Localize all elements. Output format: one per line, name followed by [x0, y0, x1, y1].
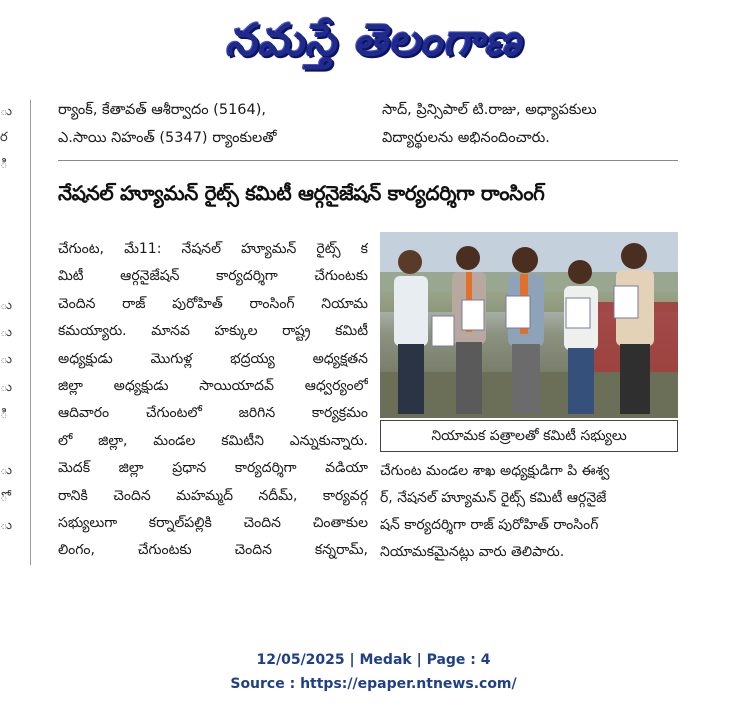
text-line: నియామకమైనట్లు వారు తెలిపారు.: [380, 544, 565, 560]
text-line: రానికి చెందిన మహమ్మద్ నదీమ్, కార్యవర్గ: [58, 487, 368, 504]
article-headline: నేషనల్ హ్యూమన్ రైట్స్ కమిటీ ఆర్గనైజేషన్ కార్యదర్శిగా రాంసింగ్: [58, 181, 545, 205]
edge-char: ు: [0, 298, 13, 313]
text-line: మిటీ ఆర్గనైజేషన్ కార్యదర్శిగా చేగుంటకు: [58, 268, 368, 285]
edge-char: ు: [0, 380, 13, 395]
edge-char: ి: [0, 407, 8, 422]
text-line: సభ్యులుగా కర్నాల్‌పల్లికి చెందిన చింతాకుల: [58, 515, 368, 532]
text-line: అధ్యక్షుడు మొగుళ్ల భద్రయ్య అధ్యక్షతన: [58, 350, 368, 367]
text-line: చేగుంట, మే11: నేషనల్ హ్యూమన్ రైట్స్ క: [58, 241, 368, 257]
article-photo: [380, 232, 678, 418]
edge-char: ో: [0, 490, 8, 505]
article-body-left-column: [58, 236, 368, 565]
edge-char: ు: [0, 518, 13, 533]
edge-char: ి: [0, 157, 8, 172]
text-line: మెదక్ జిల్లా ప్రధాన కార్యదర్శిగా వడియా: [58, 460, 368, 477]
previous-article-snippet-right: [382, 96, 682, 152]
photo-caption: నియామక పత్రాలతో కమిటీ సభ్యులు: [380, 420, 678, 452]
text-line: లింగం, చేగుంటకు చెందిన కన్నరామ్,: [58, 542, 368, 559]
column-divider: [30, 100, 31, 565]
text-line: సాద్, ప్రిన్సిపాల్ టి.రాజు, అధ్యాపకులు: [382, 102, 597, 118]
previous-article-snippet-left: [58, 96, 368, 152]
edge-char: ు: [0, 325, 13, 340]
edge-char: ు: [0, 104, 13, 119]
text-line: కమయ్యారు. మానవ హక్కుల రాష్ట్ర కమిటీ: [58, 323, 368, 340]
edge-char: ు: [0, 463, 13, 478]
text-line: ర్యాంక్, కేతావత్ ఆశీర్వాదం (5164),: [58, 102, 267, 118]
text-line: చేగుంట మండల శాఖ అధ్యక్షుడిగా పి ఈశ్వ: [380, 463, 610, 479]
article-body-right-column: [380, 458, 678, 566]
newspaper-masthead: నమస్తే తెలంగాణ: [225, 15, 522, 66]
text-line: లో జిల్లా, మండల కమిటీని ఎన్నుకున్నారు.: [58, 432, 368, 449]
text-line: షన్ కార్యదర్శిగా రాజ్ పురోహిత్ రాంసింగ్: [380, 517, 599, 533]
edge-char: ు: [0, 352, 13, 367]
footer-source-link[interactable]: Source : https://epaper.ntnews.com/: [230, 676, 517, 692]
text-line: ఆదివారం చేగుంటలో జరిగిన కార్యక్రమం: [58, 405, 368, 422]
text-line: చెందిన రాజ్ పురోహిత్ రాంసింగ్ నియామ: [58, 295, 368, 312]
text-line: జిల్లా అధ్యక్షుడు సాయియాదవ్ ఆధ్వర్యంలో: [58, 378, 368, 395]
section-divider: [58, 160, 678, 161]
footer-date-edition-page: 12/05/2025 | Medak | Page : 4: [256, 652, 491, 668]
text-line: ర్, నేషనల్ హ్యూమన్ రైట్స్ కమిటీ ఆర్గనైజే: [380, 490, 607, 506]
group-photo-illustration: [380, 232, 678, 418]
text-line: విద్యార్థులను అభినందించారు.: [382, 130, 550, 146]
edge-char: ర: [0, 130, 8, 145]
text-line: ఎ.సాయి నిహంత్ (5347) ర్యాంకులతో: [58, 130, 277, 146]
